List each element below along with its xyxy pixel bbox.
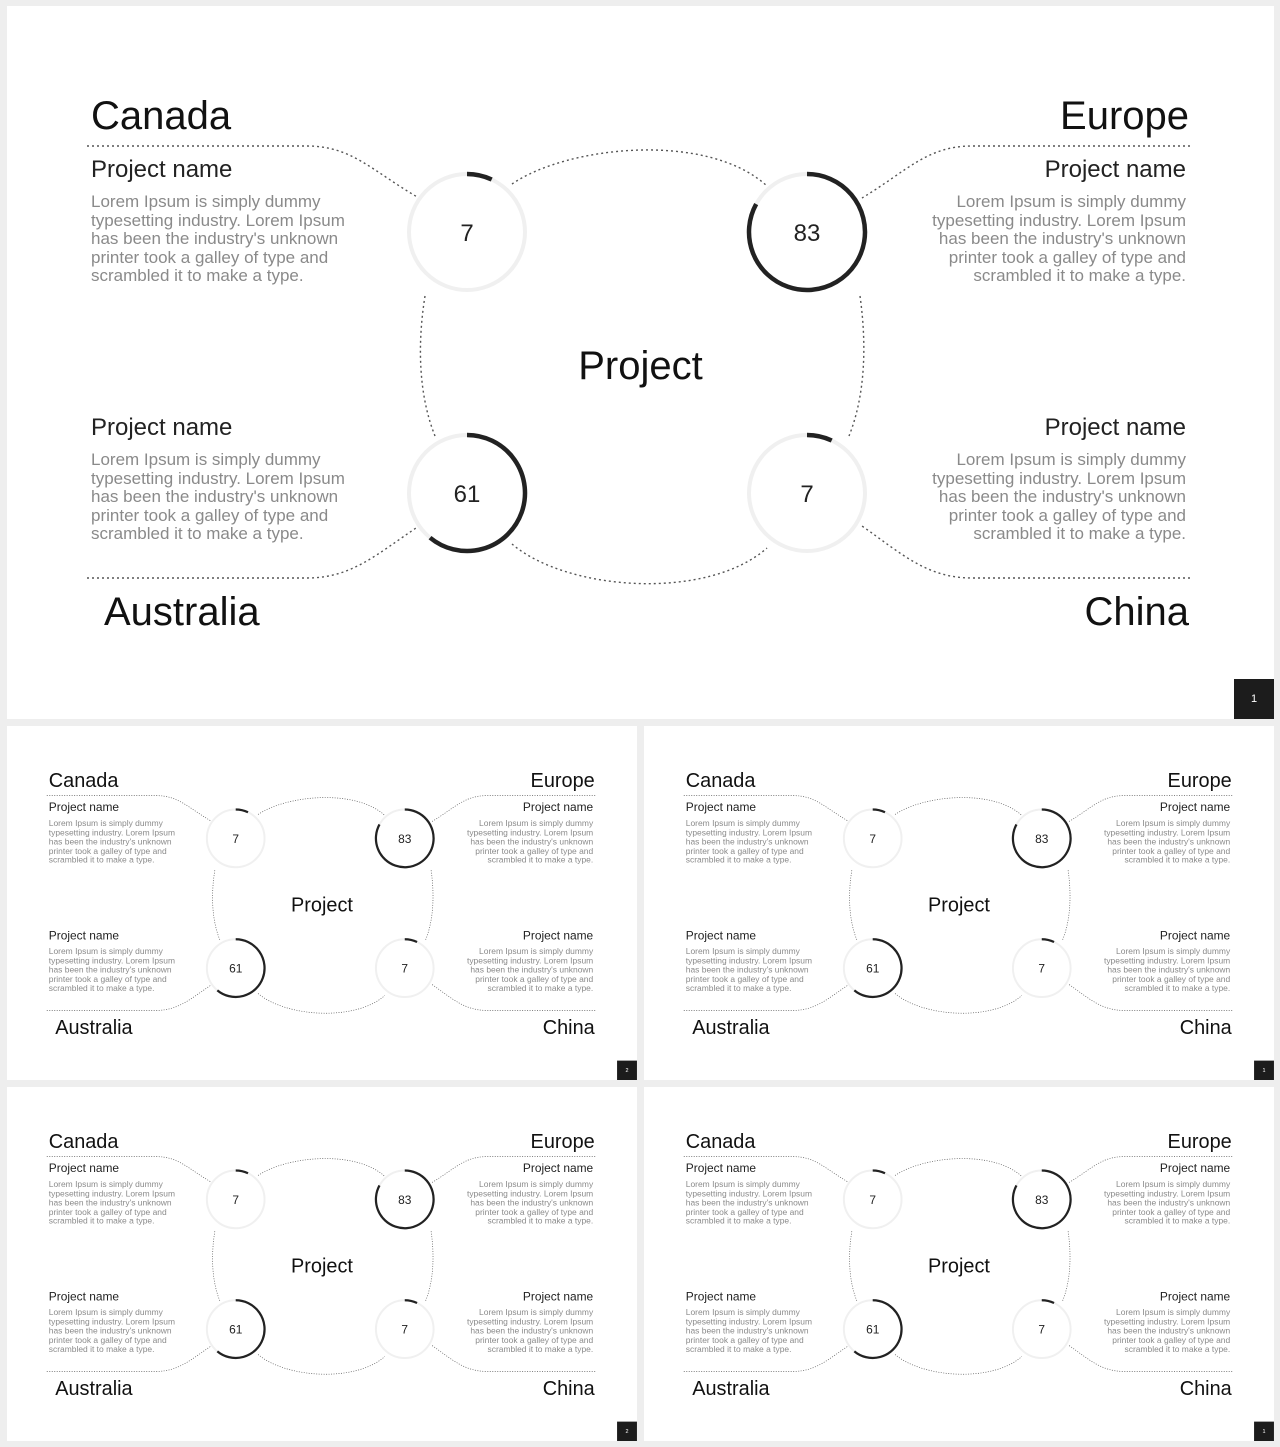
europe-title: Europe	[530, 1130, 595, 1153]
australia-project-name: Project name	[91, 414, 233, 441]
china-title: China	[1084, 590, 1189, 634]
europe-project-description: Lorem Ipsum is simply dummy typesetting industry. Lorem Ipsum has been the industry's unknown printer took a galley of type and scrambled it to make a type.	[1103, 818, 1231, 865]
china-value: 7	[1038, 1323, 1046, 1337]
canada-value: 7	[232, 832, 240, 846]
center-project-label: Project	[578, 344, 703, 388]
center-dotted-ring	[258, 798, 385, 816]
europe-project-description: Lorem Ipsum is simply dummy typesetting industry. Lorem Ipsum has been the industry's unknown printer took a galley of type and scrambled it to make a type.	[466, 818, 594, 865]
canada-project-name: Project name	[685, 800, 757, 815]
australia-value: 61	[453, 481, 481, 508]
china-title: China	[542, 1377, 595, 1400]
australia-project-name: Project name	[48, 1289, 120, 1304]
center-dotted-ring	[512, 150, 767, 186]
china-project-description: Lorem Ipsum is simply dummy typesetting industry. Lorem Ipsum has been the industry's unknown printer took a galley of type and scrambled it to make a type.	[466, 946, 594, 993]
australia-value: 61	[866, 1323, 880, 1337]
canada-project-description: Lorem Ipsum is simply dummy typesetting industry. Lorem Ipsum has been the industry's unknown printer took a galley of type and scrambled it to make a type.	[48, 1179, 175, 1226]
europe-value: 83	[1035, 832, 1049, 846]
china-value: 7	[800, 481, 814, 508]
center-project-label: Project	[291, 1255, 353, 1277]
center-project-label: Project	[928, 1255, 990, 1277]
europe-project-name: Project name	[1159, 800, 1231, 815]
china-project-description: Lorem Ipsum is simply dummy typesetting industry. Lorem Ipsum has been the industry's unknown printer took a galley of type and scrambled it to make a type.	[1103, 1307, 1231, 1354]
canada-title: Canada	[48, 1130, 119, 1153]
china-title: China	[1179, 1377, 1232, 1400]
slide-4-thumbnail[interactable]	[7, 1087, 637, 1441]
canada-project-description: Lorem Ipsum is simply dummy typesetting industry. Lorem Ipsum has been the industry's unknown printer took a galley of type and scrambled it to make a type.	[48, 818, 175, 865]
australia-title: Australia	[55, 1016, 133, 1039]
center-dotted-ring	[895, 1159, 1022, 1177]
center-project-label: Project	[291, 894, 353, 916]
canada-project-description: Lorem Ipsum is simply dummy typesetting industry. Lorem Ipsum has been the industry's unknown printer took a galley of type and scrambled it to make a type.	[685, 1179, 812, 1226]
canada-project-description: Lorem Ipsum is simply dummy typesetting industry. Lorem Ipsum has been the industry's unknown printer took a galley of type and scrambled it to make a type.	[685, 818, 812, 865]
china-project-name: Project name	[1159, 928, 1231, 943]
canada-value: 7	[869, 832, 877, 846]
china-project-name: Project name	[522, 928, 594, 943]
china-project-description: Lorem Ipsum is simply dummy typesetting industry. Lorem Ipsum has been the industry's unknown printer took a galley of type and scrambled it to make a type.	[932, 450, 1186, 543]
china-value: 7	[1038, 962, 1046, 976]
australia-title: Australia	[692, 1016, 770, 1039]
page-number-badge: 1	[1254, 1061, 1274, 1080]
europe-title: Europe	[530, 769, 595, 792]
canada-title: Canada	[685, 769, 756, 792]
europe-project-description: Lorem Ipsum is simply dummy typesetting industry. Lorem Ipsum has been the industry's unknown printer took a galley of type and scrambled it to make a type.	[932, 192, 1186, 285]
australia-project-name: Project name	[48, 928, 120, 943]
europe-value: 83	[398, 832, 412, 846]
australia-title: Australia	[104, 590, 260, 634]
australia-value: 61	[229, 962, 243, 976]
europe-project-description: Lorem Ipsum is simply dummy typesetting industry. Lorem Ipsum has been the industry's unknown printer took a galley of type and scrambled it to make a type.	[466, 1179, 594, 1226]
china-title: China	[542, 1016, 595, 1039]
china-project-name: Project name	[1159, 1289, 1231, 1304]
china-project-name: Project name	[1044, 414, 1186, 441]
australia-project-description: Lorem Ipsum is simply dummy typesetting industry. Lorem Ipsum has been the industry's unknown printer took a galley of type and scrambled it to make a type.	[685, 946, 812, 993]
canada-project-name: Project name	[48, 1161, 120, 1176]
canada-title: Canada	[48, 769, 119, 792]
page-number-badge: 1	[1254, 1422, 1274, 1441]
page-number-badge: 2	[617, 1422, 637, 1441]
canada-project-description: Lorem Ipsum is simply dummy typesetting industry. Lorem Ipsum has been the industry's unknown printer took a galley of type and scrambled it to make a type.	[91, 192, 345, 285]
europe-title: Europe	[1167, 1130, 1232, 1153]
china-value: 7	[401, 1323, 409, 1337]
canada-project-name: Project name	[685, 1161, 757, 1176]
australia-project-description: Lorem Ipsum is simply dummy typesetting industry. Lorem Ipsum has been the industry's unknown printer took a galley of type and scrambled it to make a type.	[91, 450, 345, 543]
australia-title: Australia	[692, 1377, 770, 1400]
china-project-name: Project name	[522, 1289, 594, 1304]
china-title: China	[1179, 1016, 1232, 1039]
canada-project-name: Project name	[48, 800, 120, 815]
slide-5-thumbnail[interactable]	[644, 1087, 1274, 1441]
center-dotted-ring	[895, 798, 1022, 816]
australia-value: 61	[229, 1323, 243, 1337]
slide-2-thumbnail[interactable]	[7, 726, 637, 1080]
europe-project-name: Project name	[522, 800, 594, 815]
center-dotted-ring	[258, 1159, 385, 1177]
slide-3-thumbnail[interactable]	[644, 726, 1274, 1080]
europe-project-name: Project name	[522, 1161, 594, 1176]
page-number-badge: 2	[617, 1061, 637, 1080]
europe-project-name: Project name	[1159, 1161, 1231, 1176]
europe-value: 83	[398, 1193, 412, 1207]
canada-title: Canada	[91, 94, 232, 138]
page-number-badge: 1	[1234, 679, 1274, 719]
australia-project-description: Lorem Ipsum is simply dummy typesetting industry. Lorem Ipsum has been the industry's unknown printer took a galley of type and scrambled it to make a type.	[48, 946, 175, 993]
slide-1[interactable]	[7, 6, 1274, 719]
center-project-label: Project	[928, 894, 990, 916]
australia-title: Australia	[55, 1377, 133, 1400]
canada-title: Canada	[685, 1130, 756, 1153]
europe-title: Europe	[1167, 769, 1232, 792]
europe-project-name: Project name	[1044, 156, 1186, 183]
australia-project-name: Project name	[685, 928, 757, 943]
china-project-description: Lorem Ipsum is simply dummy typesetting industry. Lorem Ipsum has been the industry's unknown printer took a galley of type and scrambled it to make a type.	[466, 1307, 594, 1354]
australia-value: 61	[866, 962, 880, 976]
europe-value: 83	[1035, 1193, 1049, 1207]
australia-project-name: Project name	[685, 1289, 757, 1304]
china-value: 7	[401, 962, 409, 976]
china-project-description: Lorem Ipsum is simply dummy typesetting industry. Lorem Ipsum has been the industry's unknown printer took a galley of type and scrambled it to make a type.	[1103, 946, 1231, 993]
canada-project-name: Project name	[91, 156, 233, 183]
australia-project-description: Lorem Ipsum is simply dummy typesetting industry. Lorem Ipsum has been the industry's unknown printer took a galley of type and scrambled it to make a type.	[685, 1307, 812, 1354]
canada-value: 7	[232, 1193, 240, 1207]
australia-project-description: Lorem Ipsum is simply dummy typesetting industry. Lorem Ipsum has been the industry's unknown printer took a galley of type and scrambled it to make a type.	[48, 1307, 175, 1354]
europe-value: 83	[793, 220, 821, 247]
europe-title: Europe	[1060, 94, 1189, 138]
europe-project-description: Lorem Ipsum is simply dummy typesetting industry. Lorem Ipsum has been the industry's unknown printer took a galley of type and scrambled it to make a type.	[1103, 1179, 1231, 1226]
canada-value: 7	[869, 1193, 877, 1207]
canada-value: 7	[460, 220, 474, 247]
